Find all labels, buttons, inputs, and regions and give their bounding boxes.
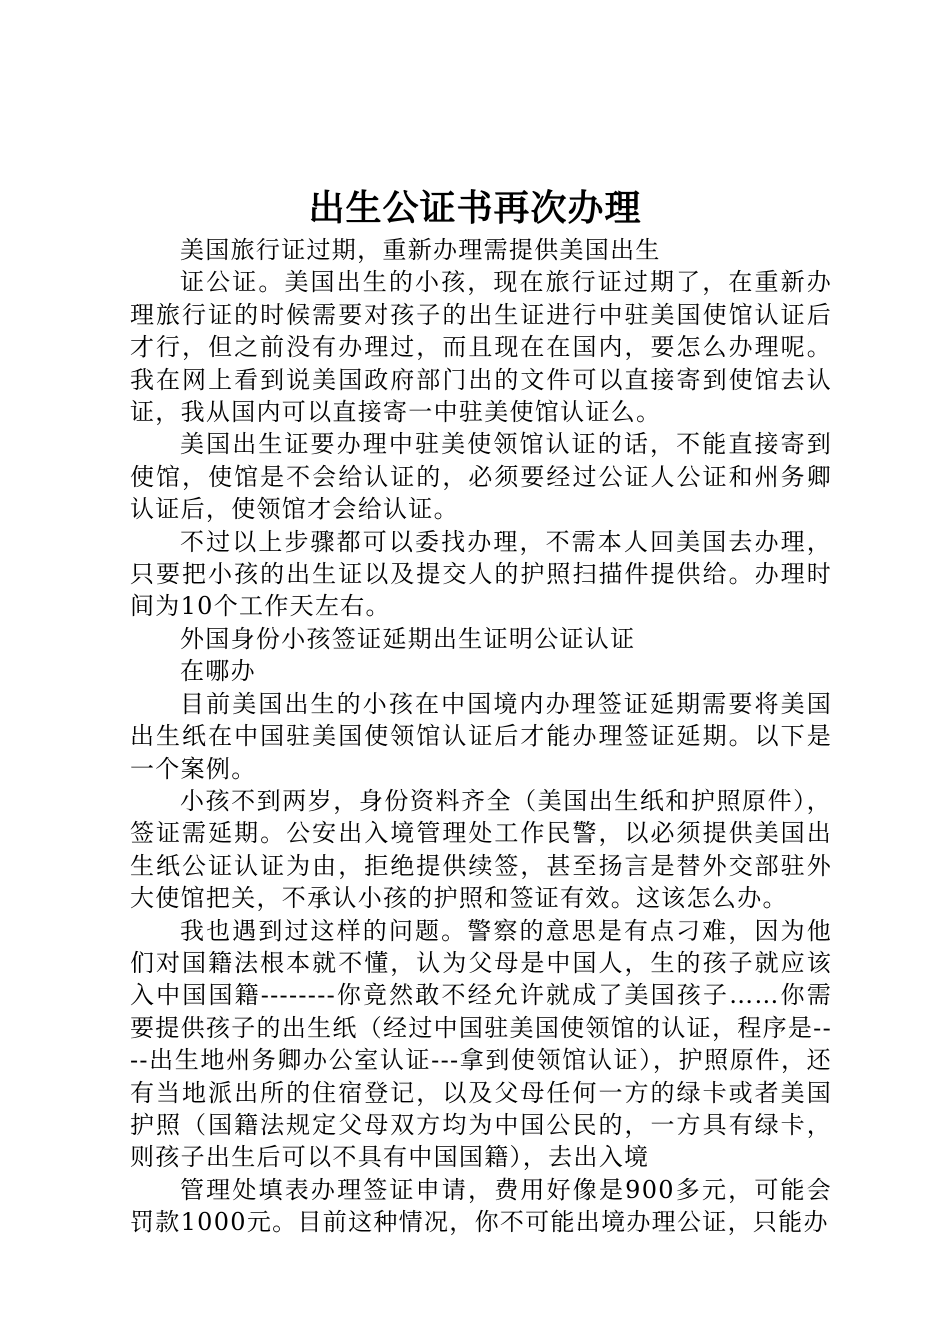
document-title: 出生公证书再次办理 [308,187,642,229]
paragraph: 美国旅行证过期，重新办理需提供美国出生 [180,236,661,264]
paragraph: 管理处填表办理签证申请，费用好像是900多元，可能会罚款1000元。目前这种情况，你不可能出境办理公证，只能办 [130,1175,832,1237]
paragraph: 小孩不到两岁，身份资料齐全（美国出生纸和护照原件），签证需延期。公安出入境管理处工作民警，以必须提供美国出生纸公证认证为由，拒绝提供续签，甚至扬言是替外交部驻外大使馆把关，不承认小孩的护照和签证有效。这该怎么办。 [130,786,832,913]
paragraph: 目前美国出生的小孩在中国境内办理签证延期需要将美国出生纸在中国驻美国使领馆认证后才能办理签证延期。以下是一个案例。 [130,689,832,783]
paragraph: 外国身份小孩签证延期出生证明公证认证 [180,624,636,653]
paragraph: 在哪办 [180,657,256,686]
paragraph: 不过以上步骤都可以委找办理，不需本人回美国去办理，只要把小孩的出生证以及提交人的护照扫描件提供给。办理时间为10个工作天左右。 [130,527,832,621]
document-body [130,234,832,1239]
paragraph: 美国出生证要办理中驻美使领馆认证的话，不能直接寄到使馆，使馆是不会给认证的，必须要经过公证人公证和州务卿认证后，使领馆才会给认证。 [130,430,832,524]
paragraph: 证公证。美国出生的小孩，现在旅行证过期了，在重新办理旅行证的时候需要对孩子的出生证进行中驻美国使馆认证后才行，但之前没有办理过，而且现在在国内，要怎么办理呢。我在网上看到说美国政府部门出的文件可以直接寄到使馆去认证，我从国内可以直接寄一中驻美使馆认证么。 [130,268,832,427]
paragraph: 我也遇到过这样的问题。警察的意思是有点刁难，因为他们对国籍法根本就不懂，认为父母是中国人，生的孩子就应该入中国国籍--------你竟然敢不经允许就成了美国孩子……你需要提供孩子的出生纸（经过中国驻美国使领馆的认证，程序是----出生地州务卿办公室认证---拿到使领馆认证），护照原件，还有当地派出所的住宿登记，以及父母任何一方的绿卡或者美国护照（国籍法规定父母双方均为中国公民的，一方具有绿卡，则孩子出生后可以不具有中国国籍），去出入境 [130,916,832,1172]
